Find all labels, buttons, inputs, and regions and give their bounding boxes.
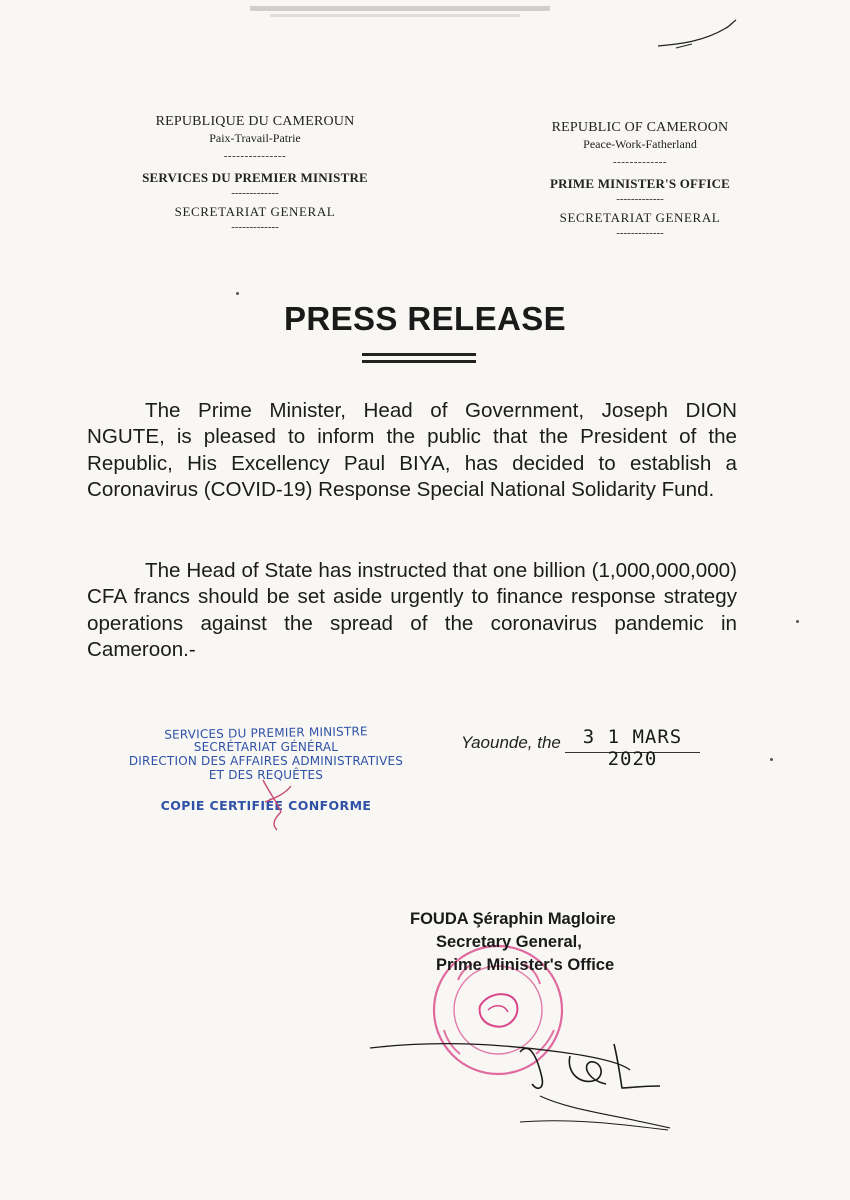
country-name-en: REPUBLIC OF CAMEROON	[551, 120, 729, 135]
motto-en: Peace-Work-Fatherland	[583, 137, 697, 151]
stamp-line: SERVICES DU PREMIER MINISTRE	[164, 724, 368, 742]
stamp-line: ET DES REQUÊTES	[208, 768, 324, 782]
separator: -------------	[616, 227, 664, 239]
paragraph-text: The Head of State has instructed that one billion (1,000,000,000) CFA francs should be set aside urgently to finance response strategy operations against the spread of the coronavirus pandemic in Cameroon.-	[87, 559, 737, 662]
bleed-through-text	[250, 0, 610, 22]
stamp-line: DIRECTION DES AFFAIRES ADMINISTRATIVES	[128, 754, 404, 768]
header-english	[500, 120, 780, 244]
office-fr: SERVICES DU PREMIER MINISTRE	[142, 170, 368, 185]
date-stamp: 3 1 MARS 2020	[565, 726, 700, 753]
title-underline	[362, 353, 476, 371]
office-en: PRIME MINISTER'S OFFICE	[549, 176, 731, 191]
paragraph-text: The Prime Minister, Head of Government, Joseph DION NGUTE, is pleased to inform the public that the President of the Republic, His Excellency Paul BIYA, has decided to establish a Coronavirus (COVID-19) Response Special National Solidarity Fund.	[87, 399, 737, 502]
division-en: SECRETARIAT GENERAL	[559, 210, 721, 225]
country-name-fr: REPUBLIQUE DU CAMEROUN	[155, 114, 355, 129]
separator: -------------	[231, 187, 279, 199]
handwritten-signature	[370, 1000, 670, 1140]
signatory-office: Prime Minister's Office	[436, 956, 615, 974]
signatory-name: FOUDA Şéraphin Magloire	[410, 910, 616, 928]
separator: -------------	[612, 156, 668, 168]
stamp-initials-mark	[255, 772, 295, 832]
page-title: PRESS RELEASE	[283, 300, 567, 337]
stamp-line: SECRÉTARIAT GÉNÉRAL	[193, 740, 339, 754]
motto-fr: Paix-Travail-Patrie	[209, 131, 301, 145]
speck	[236, 292, 239, 295]
speck	[796, 620, 799, 623]
signatory-title: Secretary General,	[436, 933, 582, 951]
signatory-block	[410, 908, 616, 977]
header-french	[130, 114, 380, 238]
initials-mark	[648, 18, 738, 58]
place-label: Yaounde, the	[461, 733, 561, 752]
separator: ---------------	[223, 150, 287, 162]
separator: -------------	[231, 221, 279, 233]
stamp-certified: COPIE CERTIFIÉE CONFORME	[160, 798, 372, 813]
speck	[770, 758, 773, 761]
separator: -------------	[616, 193, 664, 205]
paragraph-1	[87, 398, 737, 504]
paragraph-2	[87, 558, 737, 664]
division-fr: SECRETARIAT GENERAL	[174, 204, 336, 219]
